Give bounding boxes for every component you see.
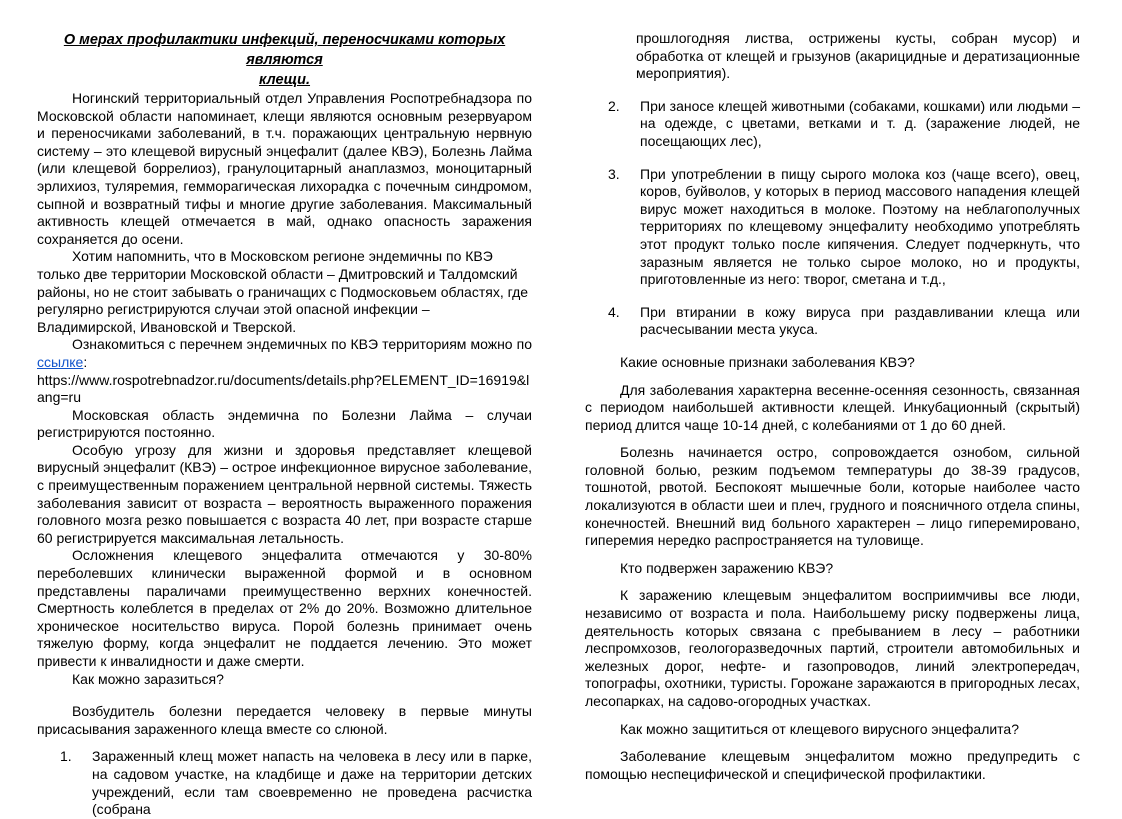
- document-title-line1: О мерах профилактики инфекций, переносчиками которых являются: [63, 32, 506, 68]
- left-column: [37, 30, 532, 818]
- paragraph-intro: Ногинский территориальный отдел Управления Роспотребнадзора по Московской области напоминает, клещи являются основным резервуаром и переносчиками заболеваний, в т.ч. поражающих центральную нервную систему – это клещевой вирусный энцефалит (далее КВЭ), Болезнь Лайма (или клещевой боррелиоз), гранулоцитарный анаплазмоз, моноцитарный эрлихиоз, туляремия, гемморагическая лихорадка с почечным синдромом, сыпной и возвратный тифы и многие другие заболевания. Максимальный активность клещей отмечается в май, однако опасность заражения сохраняется до осени.: [37, 90, 532, 247]
- list-item-text: Зараженный клещ может напасть на человека в лесу или в парке, на садовом участке, на кладбище и даже на территории детских учреждений, если там своевременно не проведена расчистка (собрана: [92, 748, 532, 818]
- link-paragraph-after: :: [83, 353, 88, 370]
- list-item-number: 1.: [60, 748, 72, 765]
- list-item-number: 2.: [608, 97, 620, 114]
- list-item-text: При втирании в кожу вируса при раздавливании клеща или расчесывании места укуса.: [640, 303, 1080, 338]
- paragraph-symptoms: Болезнь начинается остро, сопровождается ознобом, сильной головной болью, резким подъемом температуры до 38-39 градусов, тошнотой, рвотой. Беспокоят мышечные боли, которые наиболее часто локализуются в области шеи и плеч, грудного и поясничного отдела спины, конечностей. Внешний вид больного характерен – лицо гиперемировано, гиперемия нередко распространяется на туловище.: [585, 444, 1080, 549]
- question-who: Кто подвержен заражению КВЭ?: [620, 559, 834, 576]
- list-item-text: При употреблении в пищу сырого молока коз (чаще всего), овец, коров, буйволов, у которых в период массового нападения клещей вирус может находиться в молоке. Поэтому на неблагополучных территориях по клещевому энцефалиту необходимо употреблять этот продукт только после кипячения. Следует подчеркнуть, что заразным является не только сырое молоко, но и продукты, приготовленные из него: творог, сметана и т.д.,: [640, 165, 1080, 288]
- list-item-3: [585, 166, 1080, 289]
- link-paragraph-before: Ознакомиться с перечнем эндемичных по КВЭ территориям можно по: [72, 336, 532, 353]
- endemic-territories-link[interactable]: ссылке: [37, 353, 84, 370]
- paragraph-complications: Осложнения клещевого энцефалита отмечаются у 30-80% переболевших клинически выраженной формой и в основном представлены параличами преимущественно верхних конечностей. Смертность колеблется в пределах от 2% до 20%. Возможно длительное хроническое носительство вируса. Порой болезнь принимает очень тяжелую форму, когда энцефалит не поддается лечению. Это может привести к инвалидности и даже смерти.: [37, 547, 532, 669]
- document-title: [37, 30, 532, 90]
- right-column: [585, 30, 1080, 782]
- document-title-line2: клещи.: [258, 72, 311, 88]
- question-how-infected: Как можно заразиться?: [72, 670, 224, 687]
- list-item-number: 3.: [608, 165, 620, 182]
- list-item-text: При заносе клещей животными (собаками, кошками) или людьми – на одежде, с цветами, ветками и т. д. (заражение людей, не посещающих лес),: [640, 97, 1080, 149]
- list-item-number: 4.: [608, 303, 620, 320]
- paragraph-seasonality: Для заболевания характерна весенне-осенняя сезонность, связанная с периодом наибольшей активности клещей. Инкубационный (скрытый) период длится чаще 10-14 дней, с колебаниями от 1 до 60 дней.: [585, 381, 1080, 433]
- list-item-4: [585, 304, 1080, 339]
- paragraph-link: [37, 336, 532, 371]
- question-protection: Как можно защититься от клещевого вирусного энцефалита?: [620, 720, 1020, 737]
- list-item-2: [585, 98, 1080, 151]
- url-text: https://www.rospotrebnadzor.ru/documents/details.php?ELEMENT_ID=16919&lang=ru: [37, 371, 530, 406]
- paragraph-agent: Возбудитель болезни передается человеку в первые минуты присасывания зараженного клеща вместе со слюной.: [37, 703, 532, 737]
- paragraph-lyme: Московская область эндемична по Болезни Лайма – случаи регистрируются постоянно.: [37, 406, 532, 441]
- paragraph-reminder: Хотим напомнить, что в Московском регионе эндемичны по КВЭ только две территории Московской области – Дмитровский и Талдомский районы, но не стоит забывать о граничащих с Подмосковьем областях, где регулярно регистрируются случаи этой опасной инфекции – Владимирской, Ивановской и Тверской.: [37, 248, 529, 335]
- list-item-1: [37, 748, 532, 818]
- list-item-1-continuation: прошлогодняя листва, острижены кусты, собран мусор) и обработка от клещей и грызунов (акарицидные и дератизационные мероприятия).: [636, 30, 1080, 82]
- paragraph-risk-groups: К заражению клещевым энцефалитом восприимчивы все люди, независимо от возраста и пола. Наибольшему риску подвержены лица, деятельность которых связана с пребыванием в лесу – работники леспромхозов, геологоразведочных партий, строители автомобильных и железных дорог, нефте- и газопроводов, линий электропередач, топографы, охотники, туристы. Горожане заражаются в пригородных лесах, лесопарках, на садово-огородных участках.: [585, 587, 1080, 709]
- paragraph-prevention: Заболевание клещевым энцефалитом можно предупредить с помощью неспецифической и специфической профилактики.: [585, 748, 1080, 782]
- question-signs: Какие основные признаки заболевания КВЭ?: [620, 353, 915, 370]
- paragraph-threat: Особую угрозу для жизни и здоровья представляет клещевой вирусный энцефалит (КВЭ) – острое инфекционное вирусное заболевание, с преимущественным поражением центральной нервной системы. Тяжесть заболевания зависит от возраста – вероятность выраженного поражения головного мозга резко повышается с возраста 40 лет, при возрасте старше 60 регистрируется максимальная летальность.: [37, 441, 532, 546]
